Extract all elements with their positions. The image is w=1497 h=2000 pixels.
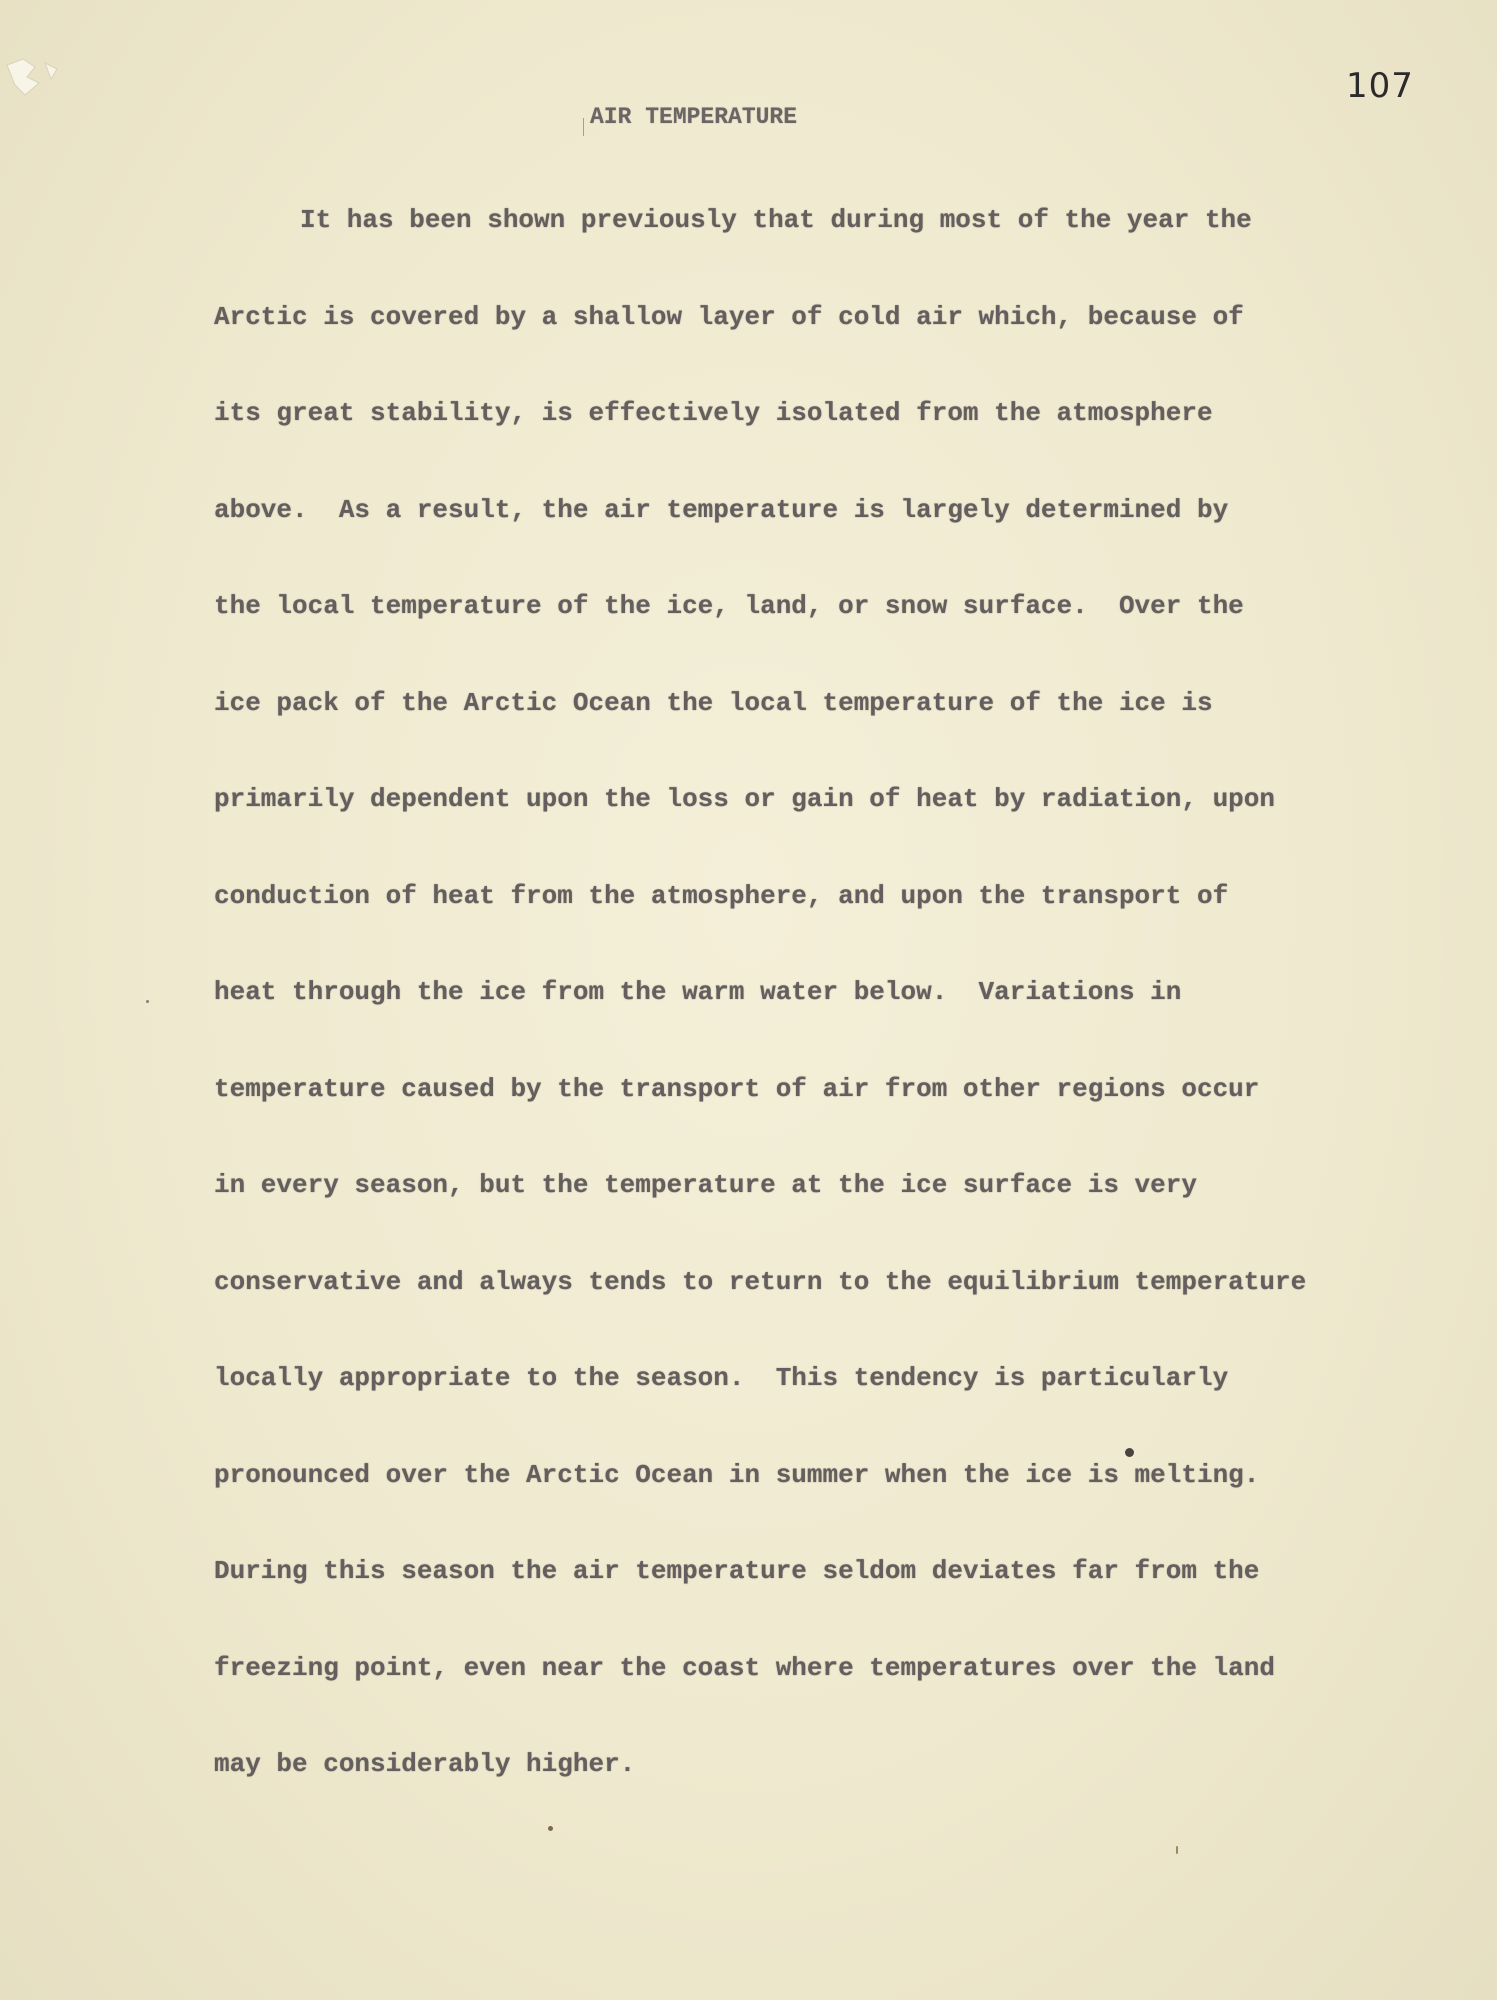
ink-speck (548, 1826, 553, 1831)
text-line: its great stability, is effectively isolated from the atmosphere (214, 398, 1213, 428)
text-line: pronounced over the Arctic Ocean in summer when the ice is melting. (214, 1459, 1260, 1490)
text-line: heat through the ice from the warm water below. Variations in (214, 977, 1182, 1007)
ink-speck (1125, 1448, 1134, 1457)
text-line: temperature caused by the transport of air from other regions occur (214, 1073, 1260, 1104)
text-line: locally appropriate to the season. This tendency is particularly (214, 1363, 1229, 1393)
text-line: in every season, but the temperature at the ice surface is very (214, 1170, 1197, 1200)
handwritten-page-number: 107 (1346, 66, 1414, 106)
section-title: AIR TEMPERATURE (590, 104, 798, 130)
text-line: may be considerably higher. (214, 1749, 636, 1779)
text-line: Arctic is covered by a shallow layer of cold air which, because of (214, 301, 1244, 332)
ink-speck (146, 1000, 149, 1003)
body-paragraph (214, 196, 1364, 1837)
text-line: It has been shown previously that during most of the year the (300, 205, 1252, 235)
text-line: conduction of heat from the atmosphere, and upon the transport of (214, 880, 1229, 911)
margin-tick-mark (583, 118, 584, 136)
text-line: freezing point, even near the coast where temperatures over the land (214, 1652, 1275, 1683)
text-line: primarily dependent upon the loss or gain of heat by radiation, upon (214, 784, 1275, 814)
text-line: conservative and always tends to return to the equilibrium temperature (214, 1266, 1307, 1297)
torn-corner-mark (5, 55, 75, 135)
text-line: ice pack of the Arctic Ocean the local temperature of the ice is (214, 687, 1213, 718)
ink-speck (1176, 1846, 1178, 1854)
text-line: During this season the air temperature seldom deviates far from the (214, 1556, 1260, 1586)
text-line: above. As a result, the air temperature is largely determined by (214, 494, 1229, 525)
text-line: the local temperature of the ice, land, or snow surface. Over the (214, 591, 1244, 621)
